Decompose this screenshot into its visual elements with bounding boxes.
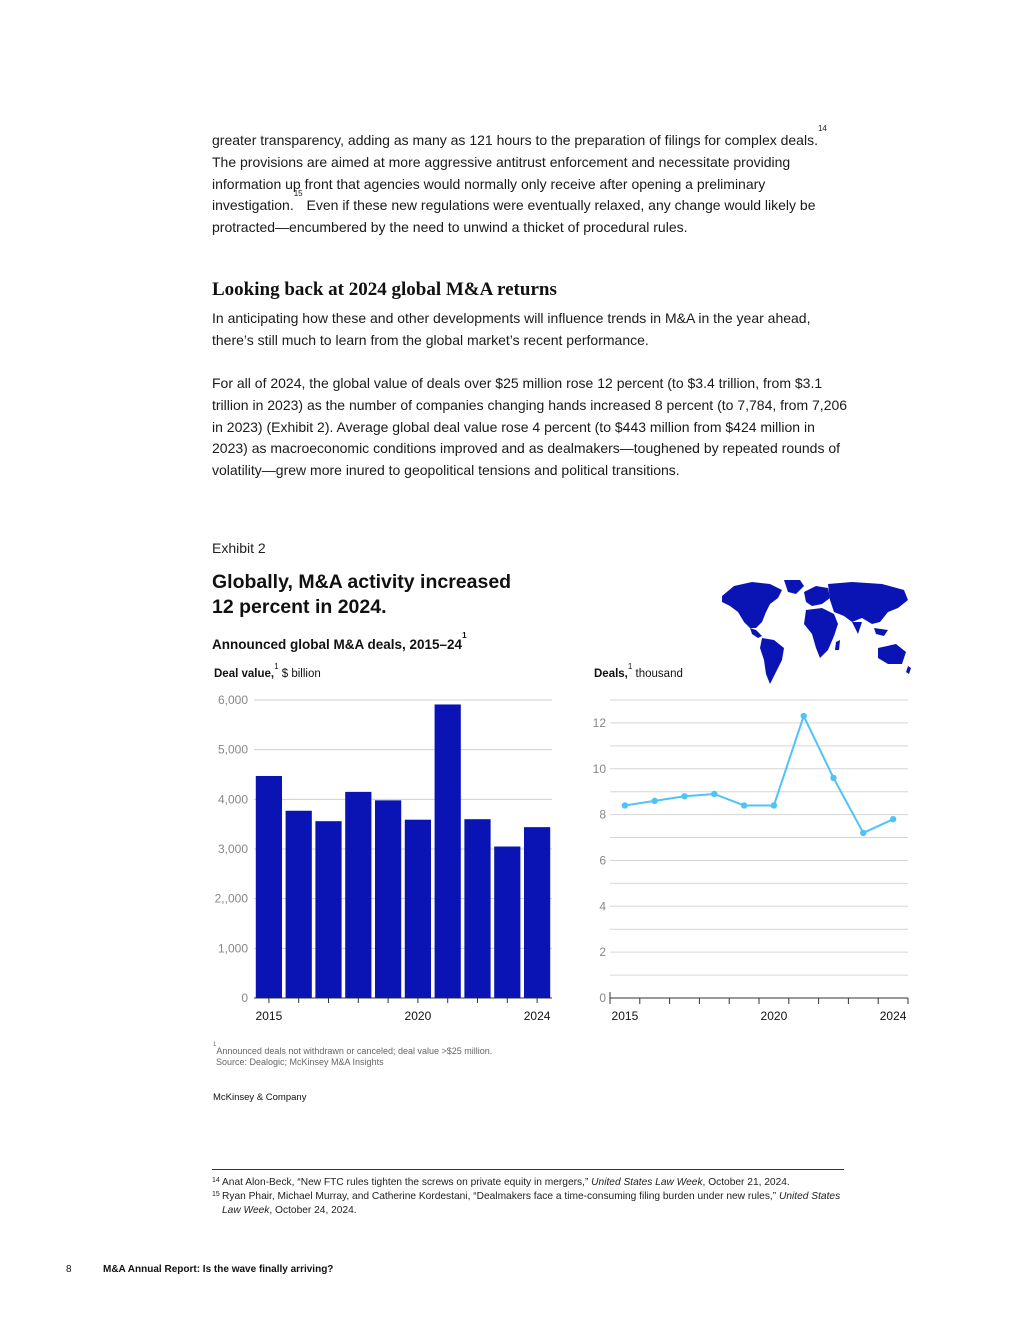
y-tick-label: 0 [599,991,606,1005]
chart-footnote-sup: 1 [213,1042,217,1048]
bar-2016 [286,811,312,998]
exhibit-subtitle [212,631,467,652]
y-tick-label: 10 [592,761,606,776]
bar-2023 [494,847,520,998]
footnote-text: Ryan Phair, Michael Murray, and Catherine Kordestani, “Dealmakers face a time-consuming filing burden under new rules,” [222,1191,779,1202]
x-tick-label: 2015 [611,1009,639,1023]
footnote-15 [212,1190,852,1218]
exhibit-subtitle-sup: 1 [462,631,467,640]
footnote-text: Anat Alon-Beck, “New FTC rules tighten the screws on private equity in mergers,” [222,1177,592,1188]
y-tick-label: 0 [241,991,248,1005]
footnote-publication: United States Law Week [591,1177,703,1188]
y-tick-label: 6,000 [217,693,248,707]
paragraph-3 [212,373,852,482]
right-axis-title [594,662,683,680]
deals-point-2023 [860,830,866,836]
bar-2024 [524,827,550,998]
exhibit-subtitle-text: Announced global M&A deals, 2015–24 [212,637,463,652]
bar-2022 [464,819,490,998]
p1-text-b: The provisions are aimed at more aggressive antitrust enforcement and necessitate providing information up front that agencies would normally only receive after opening a preliminary investigation. [212,153,791,214]
left-axis-title-rest: $ billion [278,668,321,680]
footnote-ref-14[interactable]: 14 [817,124,827,133]
chart-footnote-text: Announced deals not withdrawn or canceled; deal value >$25 million. [216,1046,493,1056]
deals-point-2021 [801,713,807,719]
deals-line-chart [580,690,920,1030]
deals-point-2020 [771,802,777,808]
deals-point-2024 [890,816,896,822]
paragraph-2 [212,308,852,352]
x-tick-label: 2020 [760,1009,788,1023]
y-tick-label: 1,000 [217,941,248,956]
x-tick-label: 2015 [255,1009,283,1023]
deals-point-2022 [830,775,836,781]
chart-source: Source: Dealogic; McKinsey M&A Insights [216,1057,384,1067]
footnote-number: 14 [212,1177,220,1184]
y-tick-label: 4 [599,899,606,914]
x-tick-label: 2020 [404,1009,432,1023]
p1-text-a: greater transparency, adding as many as 121 hours to the preparation of filings for complex deals. [212,132,818,148]
footnote-divider [212,1169,844,1170]
right-axis-title-sup: 1 [627,662,633,671]
p3-text: For all of 2024, the global value of deals over $25 million rose 12 percent (to $3.4 trillion, from $3.1 trillion in 2023) as the number of companies changing hands increased 8 percent (to 7,784, from 7,206 in 2023) (Exhibit 2). Average global deal value rose 4 percent (to $443 million from $424 million in 2023) as macroeconomic conditions improved and as dealmakers—toughened by repeated rounds of volatility—grew more inured to geopolitical tensions and political transitions. [212,375,848,479]
chart-footnote [213,1042,493,1068]
bar-2020 [405,820,431,998]
y-tick-label: 12 [592,715,606,730]
deals-point-2016 [652,798,658,804]
left-axis-title-sup: 1 [274,662,279,671]
x-tick-label: 2024 [523,1009,551,1023]
bar-2021 [435,704,461,998]
y-tick-label: 8 [599,807,606,822]
brand-label: McKinsey & Company [213,1092,307,1103]
deals-point-2017 [681,793,687,799]
world-map-icon [712,578,912,693]
bar-2017 [315,821,341,998]
p2-text: In anticipating how these and other developments will influence trends in M&A in the year ahead, there’s still much to learn from the global market’s recent performance. [212,310,811,348]
bar-2019 [375,800,401,998]
footnotes [212,1176,852,1218]
exhibit-label: Exhibit 2 [212,540,266,556]
deals-point-2015 [622,802,628,808]
exhibit-title: Globally, M&A activity increased 12 percent in 2024. [212,571,512,618]
y-tick-label: 6 [599,853,606,868]
left-axis-title-bold: Deal value, [214,668,275,680]
section-heading: Looking back at 2024 global M&A returns [212,279,557,300]
y-tick-label: 3,000 [217,842,248,856]
deals-point-2019 [741,802,747,808]
footnote-14 [212,1176,852,1190]
y-tick-label: 2 [599,945,606,960]
y-tick-label: 2,,000 [214,891,248,906]
y-tick-label: 5,000 [217,742,248,757]
page-number: 8 [66,1264,72,1275]
deal-value-bar-chart [200,690,560,1030]
bar-2015 [256,776,282,998]
y-tick-label: 4,000 [217,792,248,807]
footnote-number: 15 [212,1191,220,1198]
deals-series-line [625,716,893,833]
footnote-date: , October 24, 2024. [269,1205,357,1216]
p1-text-c: Even if these new regulations were eventually relaxed, any change would likely be protracted—encumbered by the need to unwind a thicket of procedural rules. [212,197,816,236]
footnote-ref-15[interactable]: 15 [293,189,303,199]
right-axis-title-bold: Deals, [594,668,628,680]
x-tick-label: 2024 [879,1009,907,1023]
bar-2018 [345,792,371,998]
right-axis-title-rest: thousand [632,668,683,680]
left-axis-title [214,662,321,680]
running-title: M&A Annual Report: Is the wave finally arriving? [103,1264,334,1275]
deals-point-2018 [711,791,717,797]
footnote-date: , October 21, 2024. [702,1177,790,1188]
footnote-publication: United States Law Week [222,1191,841,1216]
paragraph-1 [212,124,852,239]
